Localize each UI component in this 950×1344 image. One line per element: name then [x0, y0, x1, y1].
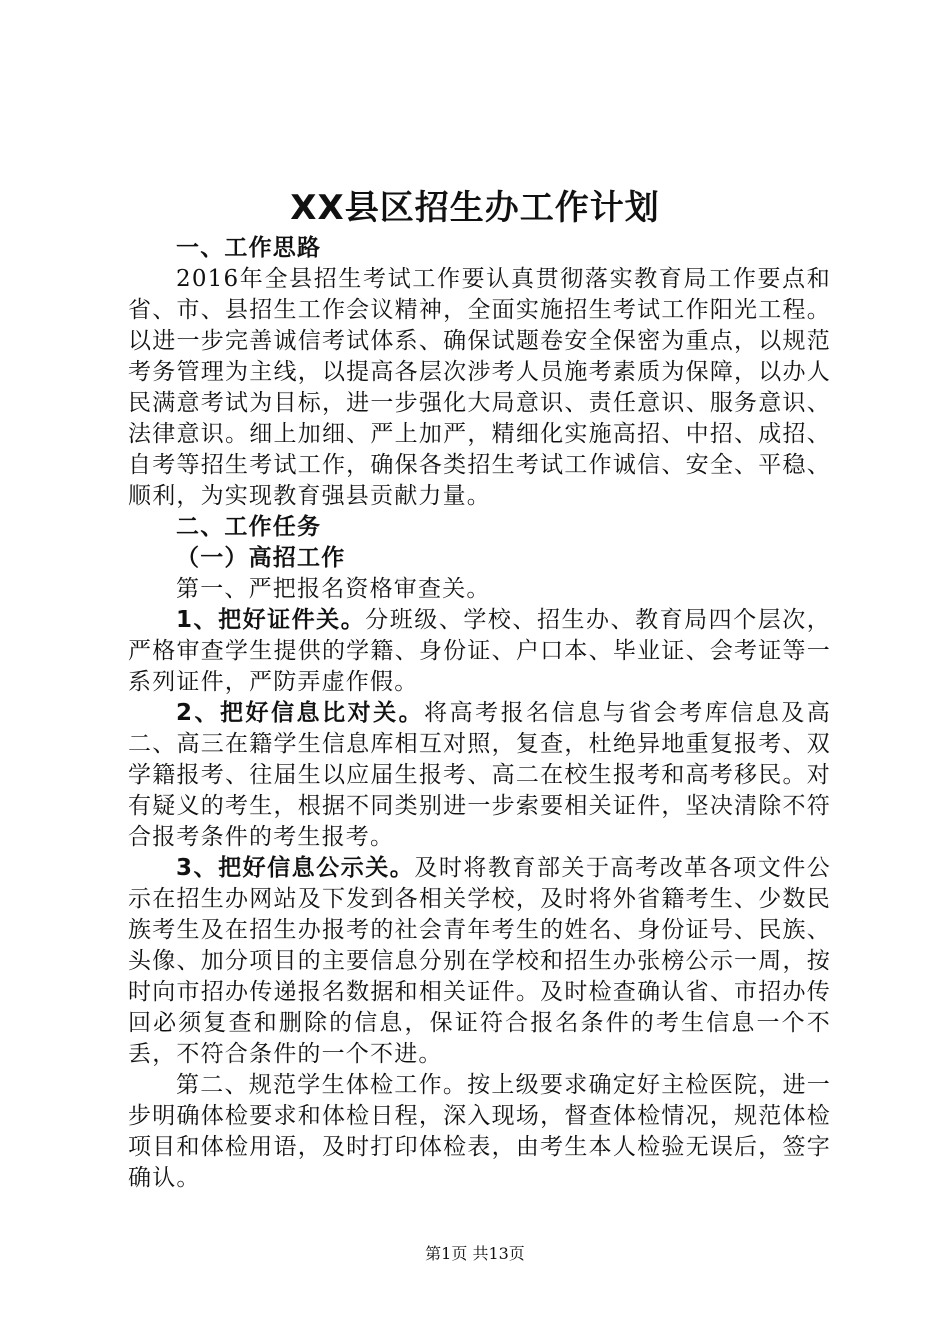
item-three-text: 及时将教育部关于高考改革各项文件公示在招生办网站及下发到各相关学校，及时将外省籍考生、少数民族考生及在招生办报考的社会青年考生的姓名、身份证号、民族、头像、加分项目的主要信息分别在学校和招生办张榜公示一周，按时向市招办传递报名数据和相关证件。及时检查确认省、市招办传回必须复查和删除的信息，保证符合报名条件的考生信息一个不丢，不符合条件的一个不进。 — [128, 855, 831, 1067]
section-heading-work-ideas: 一、工作思路 — [176, 235, 322, 261]
paragraph-item-one — [128, 605, 831, 698]
item-two-lead: 2、把好信息比对关。 — [176, 700, 425, 726]
item-one-lead: 1、把好证件关。 — [176, 607, 366, 633]
paragraph-item-three — [128, 853, 831, 1070]
paragraph-work-ideas: 2016年全县招生考试工作要认真贯彻落实教育局工作要点和省、市、县招生工作会议精神，全面实施招生考试工作阳光工程。以进一步完善诚信考试体系、确保试题卷安全保密为重点，以规范考务管理为主线，以提高各层次涉考人员施考素质为保障，以办人民满意考试为目标，进一步强化大局意识、责任意识、服务意识、法律意识。细上加细、严上加严，精细化实施高招、中招、成招、自考等招生考试工作，确保各类招生考试工作诚信、安全、平稳、顺利，为实现教育强县贡献力量。 — [128, 266, 831, 509]
paragraph-step-two: 第二、规范学生体检工作。按上级要求确定好主检医院，进一步明确体检要求和体检日程，深入现场，督查体检情况，规范体检项目和体检用语，及时打印体检表，由考生本人检验无误后，签字确认。 — [128, 1072, 831, 1191]
page-footer: 第1页 共13页 — [425, 1244, 525, 1263]
document-title: XX县区招生办工作计划 — [290, 188, 660, 228]
item-three-lead: 3、把好信息公示关。 — [176, 855, 415, 881]
section-heading-work-tasks: 二、工作任务 — [176, 514, 322, 540]
item-one-text: 分班级、学校、招生办、教育局四个层次，严格审查学生提供的学籍、身份证、户口本、毕业证、会考证等一系列证件，严防弄虚作假。 — [128, 607, 831, 695]
document-body — [128, 233, 831, 1194]
subsection-heading-college-admission: （一）高招工作 — [176, 545, 346, 571]
paragraph-step-one: 第一、严把报名资格审查关。 — [176, 576, 491, 602]
item-two-text: 将高考报名信息与省会考库信息及高二、高三在籍学生信息库相互对照，复查，杜绝异地重复报考、双学籍报考、往届生以应届生报考、高二在校生报考和高考移民。对有疑义的考生，根据不同类别进一步索要相关证件，坚决清除不符合报考条件的考生报考。 — [128, 700, 831, 850]
paragraph-item-two — [128, 698, 831, 853]
